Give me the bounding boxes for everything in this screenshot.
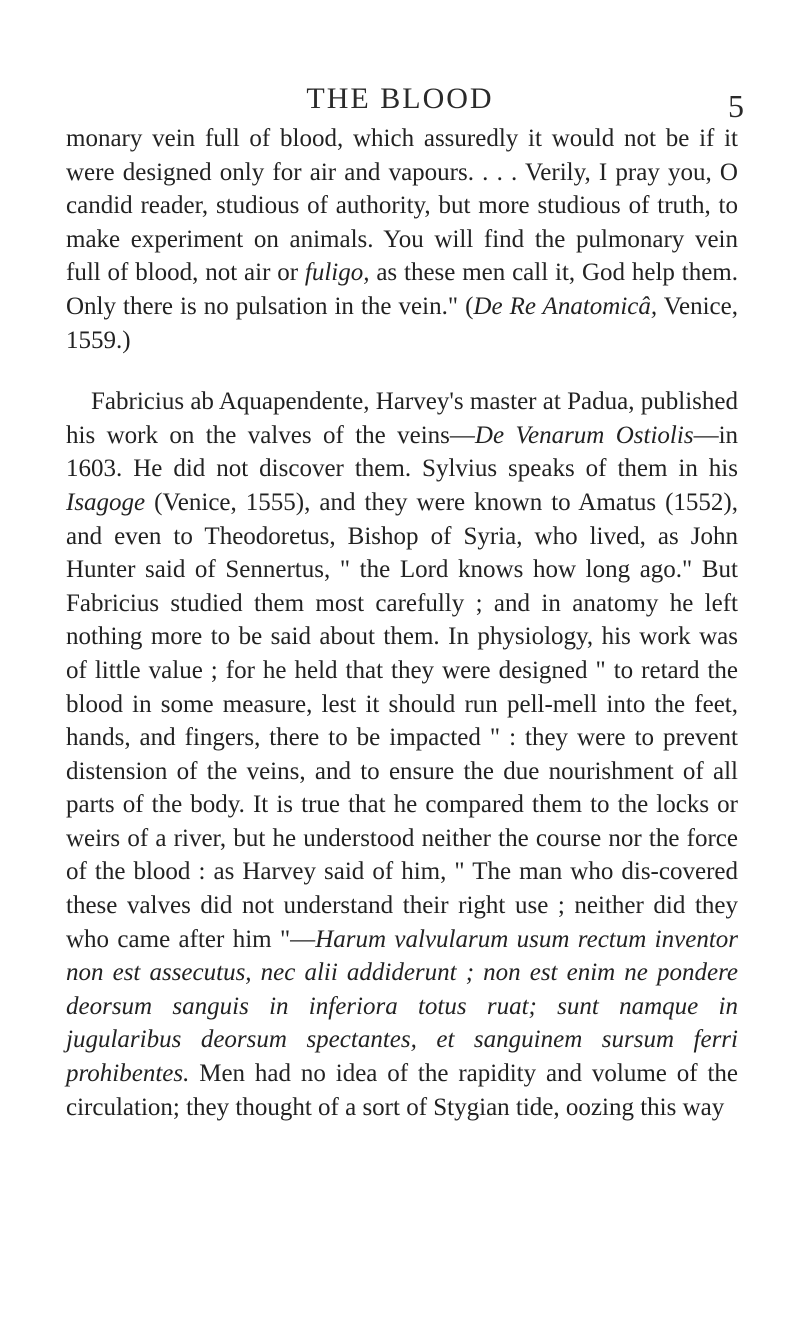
paragraph-2-italic-2: Isagoge <box>66 488 146 516</box>
paragraph-1-text-1: monary vein full of blood, which assuredly it would not be if it were designed only for air and vapours. . . . Verily, I pray you, O candid reader, studious of authority, but more studious of truth, to make experiment on animals. You will find the pulmonary vein full of blood, not air or <box>66 125 738 287</box>
paragraph-2-text-4: Men had no idea of the rapidity and volume of the circulation; they thought of a sort of Stygian tide, oozing this way <box>66 1060 738 1121</box>
running-head: THE BLOOD <box>306 82 494 115</box>
paragraph-2 <box>66 385 738 1124</box>
paragraph-2-italic-3: Harum valvularum usum rectum inventor non est assecutus, nec alii addiderunt ; non est enim ne pondere deorsum sanguis in inferiora totus ruat; sunt namque in jugularibus deorsum spectantes, et sanguinem sursum ferri prohibentes. <box>66 925 738 1088</box>
body-text <box>66 122 738 1124</box>
page-header <box>0 82 800 122</box>
page-number: 5 <box>728 88 744 124</box>
paragraph-1-italic-2: De Re Anatomicâ, <box>473 292 658 320</box>
paragraph-1 <box>66 122 738 357</box>
paragraph-2-text-2: —in 1603. He did not discover them. Sylvius speaks of them in his <box>66 421 739 483</box>
paragraph-1-italic-1: fuligo, <box>304 259 370 287</box>
paragraph-2-italic-1: De Venarum Ostiolis <box>474 421 694 449</box>
paragraph-1-text-2: as these men call it, God help them. Only there is no pulsation in the vein." ( <box>66 259 738 320</box>
paragraph-1-text-3: Venice, 1559.) <box>66 292 738 354</box>
paragraph-2-text-3: (Venice, 1555), and they were known to Amatus (1552), and even to Theodoretus, Bishop of Syria, who lived, as John Hunter said of Sennertus, " the Lord knows how long ago." But Fabricius studied them most carefully ; and in anatomy he left nothing more to be said about them. In physiology, his work was of little value ; for he held that they were designed " to retard the blood in some measure, lest it should run pell-mell into the feet, hands, and fingers, there to be impacted " : they were to prevent distension of the veins, and to ensure the due nourishment of all parts of the body. It is true that he compared them to the locks or weirs of a river, but he understood neither the course nor the force of the blood : as Harvey said of him, " The man who dis-covered these valves did not understand their right use ; neither did they who came after him "— <box>66 488 738 953</box>
paragraph-2-text-1: Fabricius ab Aquapendente, Harvey's master at Padua, published his work on the valves of the veins— <box>66 388 738 449</box>
